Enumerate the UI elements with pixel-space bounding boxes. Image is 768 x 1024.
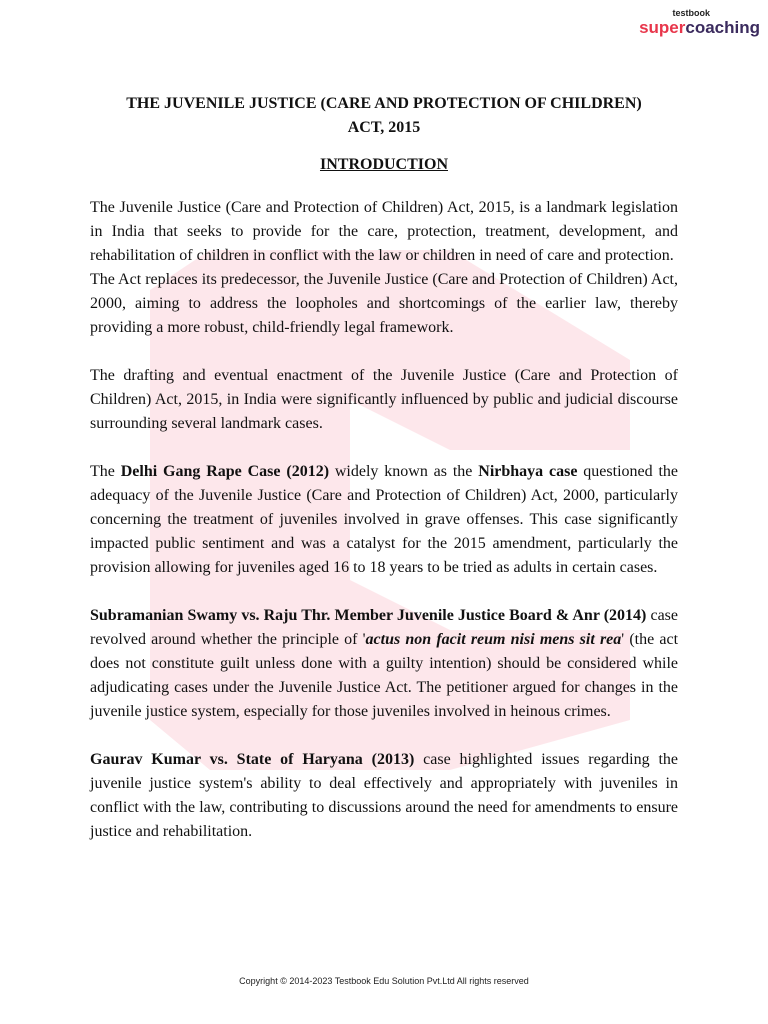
p5-text-1: case revolved around whether the principle of ' bbox=[90, 607, 679, 648]
logo-main-part1: super bbox=[639, 18, 686, 37]
case-name-gaurav: Gaurav Kumar vs. State of Haryana (2013) bbox=[90, 751, 415, 768]
paragraph-intro-2: The Act replaces its predecessor, the Juvenile Justice (Care and Protection of Children) Act, 2000, aiming to address the loopholes and shortcomings of the earlier law, thereby providing a more robust, child-friendly legal framework. bbox=[90, 271, 678, 336]
document-title bbox=[90, 92, 678, 140]
logo-small-text: testbook bbox=[672, 8, 710, 18]
copyright-footer: Copyright © 2014-2023 Testbook Edu Solution Pvt.Ltd All rights reserved bbox=[239, 976, 529, 986]
brand-logo[interactable] bbox=[639, 8, 760, 38]
title-line-1: THE JUVENILE JUSTICE (CARE AND PROTECTION OF CHILDREN) bbox=[126, 95, 642, 112]
p5-text-2: ' (the act does not constitute guilt unless done with a guilty intention) should be considered while adjudicating cases under the Juvenile Justice Act. The petitioner argued for changes in the juvenile justice system, especially for those juveniles involved in heinous crimes. bbox=[90, 631, 679, 720]
p4-text-2: widely known as the bbox=[329, 463, 479, 480]
p4-text-1: The bbox=[90, 463, 121, 480]
p4-text-3: questioned the adequacy of the Juvenile Justice (Care and Protection of Children) Act, 2000, particularly concerning the treatment of juveniles involved in grave offenses. This case significantly impacted public sentiment and was a catalyst for the 2015 amendment, particularly the provision allowing for juveniles aged 16 to 18 years to be tried as adults in certain cases. bbox=[90, 463, 679, 576]
document-body bbox=[90, 92, 678, 844]
case-name-swamy: Subramanian Swamy vs. Raju Thr. Member Juvenile Justice Board & Anr (2014) bbox=[90, 607, 647, 624]
section-heading: INTRODUCTION bbox=[319, 156, 448, 173]
logo-main-text bbox=[639, 18, 760, 38]
case-name-delhi: Delhi Gang Rape Case (2012) bbox=[120, 463, 330, 480]
title-line-2: ACT, 2015 bbox=[347, 119, 421, 136]
paragraph-intro-1: The Juvenile Justice (Care and Protection of Children) Act, 2015, is a landmark legislation in India that seeks to provide for the care, protection, treatment, development, and rehabilitation of children in conflict with the law or children in need of care and protection. bbox=[90, 199, 678, 264]
paragraph-influences: The drafting and eventual enactment of the Juvenile Justice (Care and Protection of Children) Act, 2015, in India were significantly influenced by public and judicial discourse surrounding several landmark cases. bbox=[90, 367, 678, 432]
case-name-nirbhaya: Nirbhaya case bbox=[478, 463, 578, 480]
logo-main-part2: coaching bbox=[685, 18, 760, 37]
paragraph-swamy bbox=[90, 604, 678, 724]
paragraph-gaurav bbox=[90, 748, 678, 844]
paragraph-nirbhaya bbox=[90, 460, 678, 580]
latin-principle: actus non facit reum nisi mens sit rea bbox=[365, 631, 622, 648]
p6-text-1: case highlighted issues regarding the juvenile justice system's ability to deal effectively and appropriately with juveniles in conflict with the law, contributing to discussions around the need for amendments to ensure justice and rehabilitation. bbox=[90, 751, 678, 840]
